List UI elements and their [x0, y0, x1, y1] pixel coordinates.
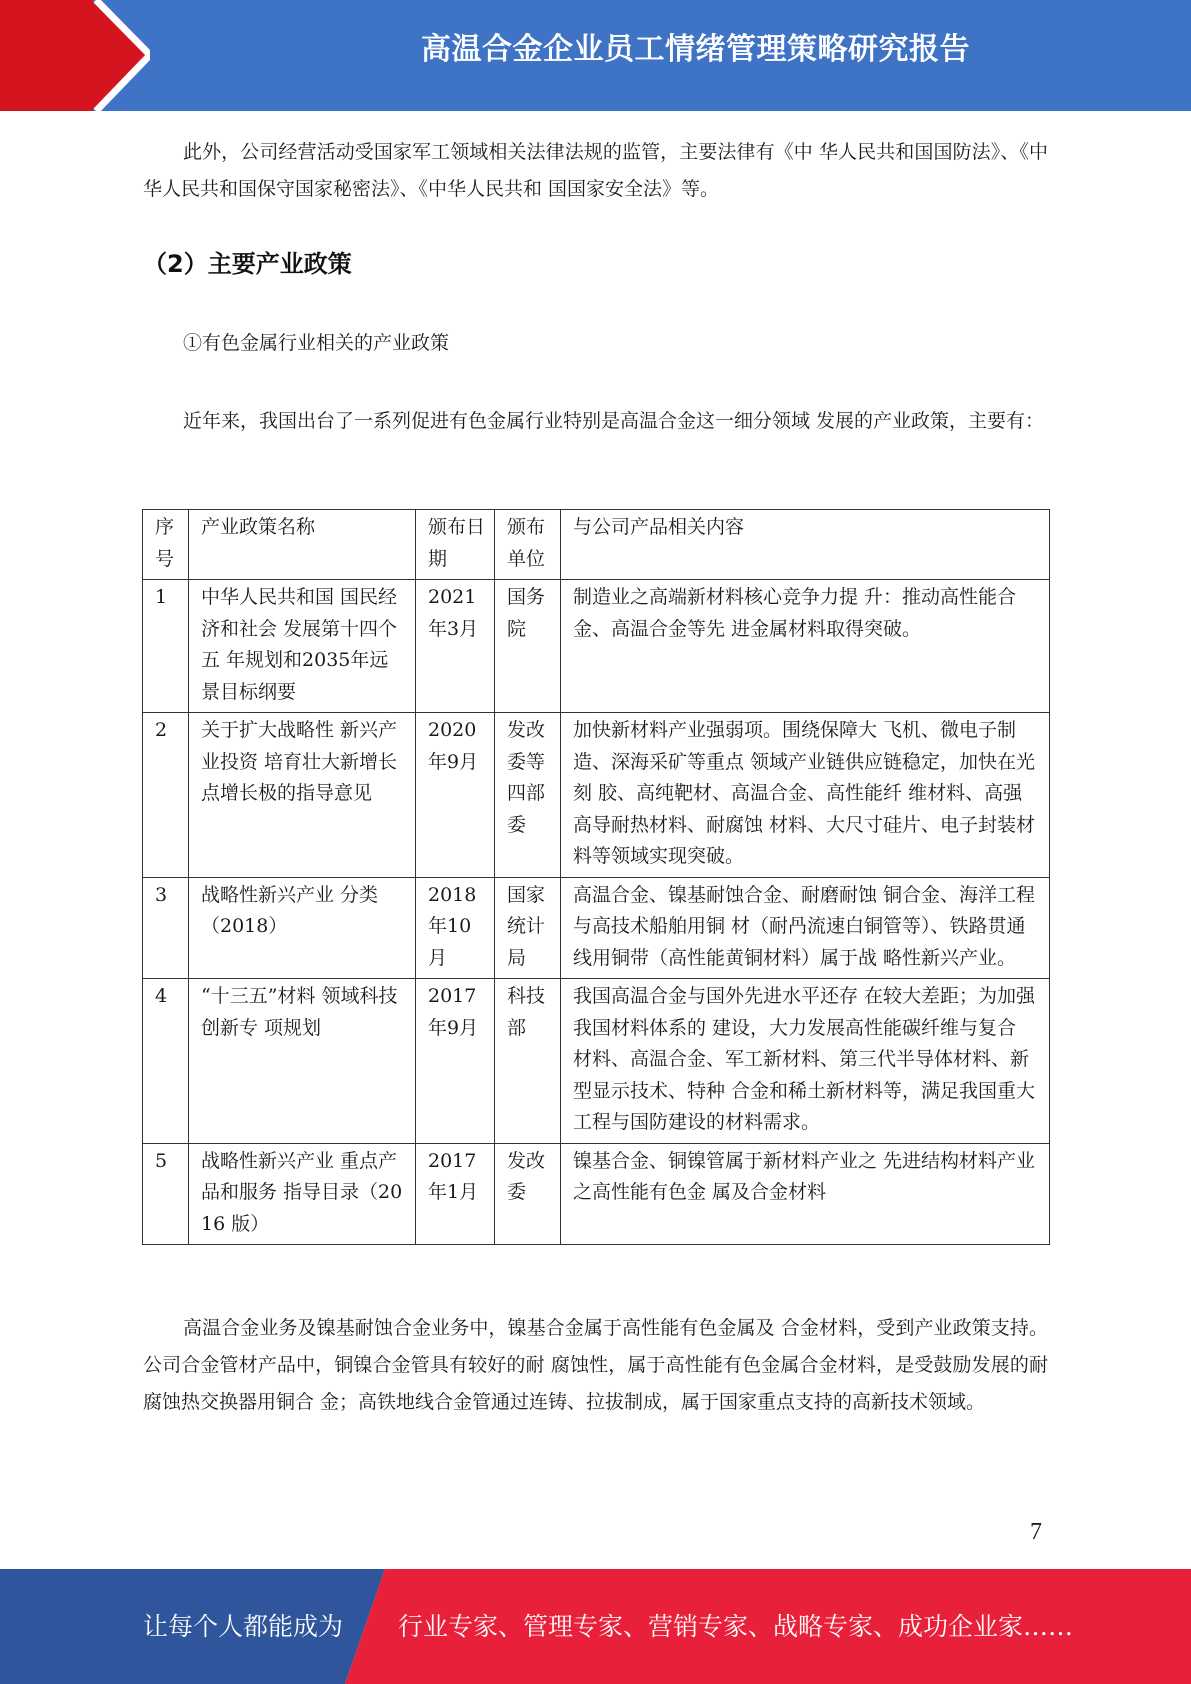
- intro-block: [143, 134, 1048, 208]
- cell-policy-name: 战略性新兴产业 重点产品和服务 指导目录（2016 版）: [189, 1143, 416, 1245]
- closing-block: [143, 1310, 1048, 1421]
- table-row: [143, 1143, 1050, 1245]
- table-row: [143, 979, 1050, 1144]
- cell-issuer: 科技部: [495, 979, 561, 1144]
- report-title: 高温合金企业员工情绪管理策略研究报告: [421, 32, 970, 67]
- header-cell-date: 颁布日期: [416, 510, 495, 580]
- page-number: 7: [1030, 1519, 1042, 1545]
- cell-index: 1: [143, 580, 189, 713]
- cell-date: 2017年1月: [416, 1143, 495, 1245]
- sub-heading: ①有色金属行业相关的产业政策: [183, 332, 450, 354]
- cell-date: 2018年10月: [416, 877, 495, 979]
- cell-date: 2020年9月: [416, 713, 495, 878]
- lead-block: [143, 403, 1048, 440]
- cell-date: 2021年3月: [416, 580, 495, 713]
- table-header-row: [143, 510, 1050, 580]
- cell-index: 3: [143, 877, 189, 979]
- policy-table: [142, 509, 1050, 1245]
- cell-policy-name: 中华人民共和国 国民经济和社会 发展第十四个五 年规划和2035年远景目标纲要: [189, 580, 416, 713]
- table-row: [143, 713, 1050, 878]
- cell-index: 2: [143, 713, 189, 878]
- footer-slogan-right: 行业专家、管理专家、营销专家、战略专家、成功企业家……: [398, 1612, 1074, 1641]
- cell-issuer: 国务院: [495, 580, 561, 713]
- cell-issuer: 发改委等四部委: [495, 713, 561, 878]
- footer-slogan-left: 让每个人都能成为: [143, 1612, 344, 1641]
- cell-content: 我国高温合金与国外先进水平还存 在较大差距；为加强我国材料体系的 建设，大力发展高性能碳纤维与复合 材料、高温合金、军工新材料、第三代半导体材料、新型显示技术、特种 合金和稀土新材料等，满足我国重大 工程与国防建设的材料需求。: [561, 979, 1050, 1144]
- cell-policy-name: 战略性新兴产业 分类（2018）: [189, 877, 416, 979]
- lead-paragraph: 近年来，我国出台了一系列促进有色金属行业特别是高温合金这一细分领域 发展的产业政策，主要有：: [183, 410, 1045, 432]
- cell-policy-name: “十三五”材料 领域科技创新专 项规划: [189, 979, 416, 1144]
- section-heading: （2）主要产业政策: [143, 250, 352, 278]
- header-chevron-icon: [0, 0, 150, 111]
- cell-policy-name: 关于扩大战略性 新兴产业投资 培育壮大新增长 点增长极的指导意见: [189, 713, 416, 878]
- cell-content: 高温合金、镍基耐蚀合金、耐磨耐蚀 铜合金、海洋工程与高技术船舶用铜 材（耐冎流速白铜管等）、铁路贯通 线用铜带（高性能黄铜材料）属于战 略性新兴产业。: [561, 877, 1050, 979]
- cell-date: 2017年9月: [416, 979, 495, 1144]
- header-cell-policy-name: 产业政策名称: [189, 510, 416, 580]
- header-cell-index: 序号: [143, 510, 189, 580]
- cell-issuer: 国家统计局: [495, 877, 561, 979]
- cell-index: 5: [143, 1143, 189, 1245]
- cell-content: 镍基合金、铜镍管属于新材料产业之 先进结构材料产业之高性能有色金 属及合金材料: [561, 1143, 1050, 1245]
- cell-content: 加快新材料产业强弱项。围绕保障大 飞机、微电子制造、深海采矿等重点 领域产业链供应链稳定，加快在光刻 胶、高纯靶材、高温合金、高性能纤 维材料、高强高导耐热材料、耐腐蚀 材料、大尺寸硅片、电子封装材料等领域实现突破。: [561, 713, 1050, 878]
- intro-paragraph: 此外，公司经营活动受国家军工领域相关法律法规的监管，主要法律有《中 华人民共和国国防法》、《中华人民共和国保守国家秘密法》、《中华人民共和 国国家安全法》等。: [143, 141, 1048, 200]
- header-cell-issuer: 颁布单位: [495, 510, 561, 580]
- closing-paragraph: 高温合金业务及镍基耐蚀合金业务中，镍基合金属于高性能有色金属及 合金材料，受到产业政策支持。公司合金管材产品中，铜镍合金管具有较好的耐 腐蚀性，属于高性能有色金属合金材料，是受鼓励发展的耐腐蚀热交换器用铜合 金；高铁地线合金管通过连铸、拉拔制成，属于国家重点支持的高新技术领域。: [143, 1317, 1048, 1413]
- header-cell-content: 与公司产品相关内容: [561, 510, 1050, 580]
- table-row: [143, 580, 1050, 713]
- cell-content: 制造业之高端新材料核心竞争力提 升：推动高性能合金、高温合金等先 进金属材料取得突破。: [561, 580, 1050, 713]
- cell-issuer: 发改委: [495, 1143, 561, 1245]
- header-band: [0, 0, 1191, 111]
- footer-band: [0, 1569, 1191, 1684]
- table-row: [143, 877, 1050, 979]
- cell-index: 4: [143, 979, 189, 1144]
